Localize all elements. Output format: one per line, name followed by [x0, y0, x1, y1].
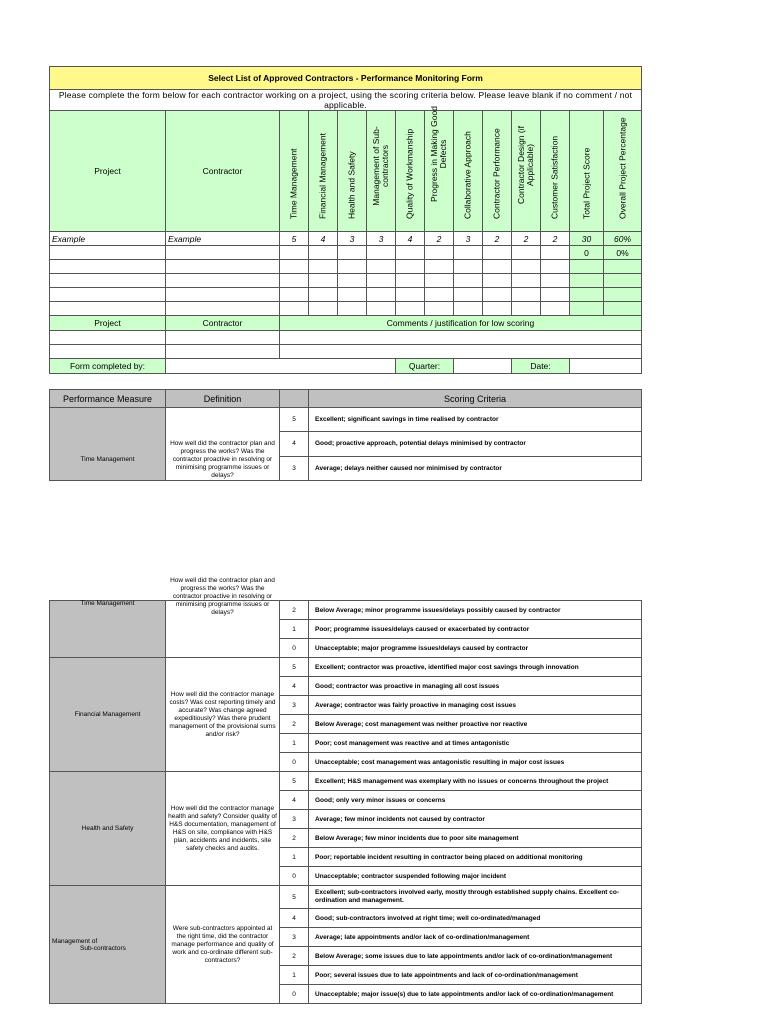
performance-monitoring-form — [49, 66, 642, 374]
entry-score[interactable] — [425, 246, 454, 260]
measure-health-safety: Health and Safety — [50, 772, 166, 886]
form-instructions: Please complete the form below for each contractor working on a project, using the scoring criteria below. Please leave blank if no comment / not applicable. — [50, 90, 642, 111]
score-value: 5 — [280, 658, 309, 677]
example-score-9[interactable]: 2 — [512, 232, 541, 246]
form-title: Select List of Approved Contractors - Performance Monitoring Form — [50, 67, 642, 90]
entry-contractor[interactable] — [166, 260, 280, 274]
example-score-10[interactable]: 2 — [541, 232, 570, 246]
entry-percent — [604, 288, 642, 302]
example-score-3[interactable]: 3 — [338, 232, 367, 246]
entry-score[interactable] — [309, 246, 338, 260]
score-value: 2 — [280, 829, 309, 848]
comments-header-project: Project — [50, 316, 166, 331]
entry-score[interactable] — [367, 274, 396, 288]
comment-contractor-cell[interactable] — [166, 331, 280, 345]
entry-score[interactable] — [280, 302, 309, 316]
entry-project[interactable] — [50, 260, 166, 274]
example-contractor[interactable]: Example — [166, 232, 280, 246]
entry-score[interactable] — [512, 302, 541, 316]
header-financial-management: Financial Management — [309, 111, 338, 232]
example-score-6[interactable]: 2 — [425, 232, 454, 246]
score-value: 4 — [280, 432, 309, 456]
entry-total: 0 — [570, 246, 604, 260]
example-score-7[interactable]: 3 — [454, 232, 483, 246]
comment-project-cell[interactable] — [50, 345, 166, 359]
score-value: 3 — [280, 696, 309, 715]
entry-score[interactable] — [396, 260, 425, 274]
criteria-section-bottom — [49, 577, 643, 1018]
scoring-criteria-table-continued — [49, 577, 642, 1004]
entry-percent — [604, 260, 642, 274]
example-percent: 60% — [604, 232, 642, 246]
score-value: 1 — [280, 734, 309, 753]
measure-time-management: Time Management — [50, 408, 166, 481]
entry-score[interactable] — [454, 246, 483, 260]
entry-score[interactable] — [367, 302, 396, 316]
example-score-2[interactable]: 4 — [309, 232, 338, 246]
example-total: 30 — [570, 232, 604, 246]
entry-score[interactable] — [309, 274, 338, 288]
example-score-4[interactable]: 3 — [367, 232, 396, 246]
criteria-text: Unacceptable; major programme issues/delays caused by contractor — [309, 639, 642, 658]
entry-score[interactable] — [483, 302, 512, 316]
example-score-8[interactable]: 2 — [483, 232, 512, 246]
comments-header: Comments / justification for low scoring — [280, 316, 642, 331]
entry-score[interactable] — [541, 274, 570, 288]
score-value: 0 — [280, 867, 309, 886]
header-contractor-design: Contractor Design (if Applicable) — [512, 111, 541, 232]
criteria-text: Poor; programme issues/delays caused or exacerbated by contractor — [309, 620, 642, 639]
entry-score[interactable] — [396, 302, 425, 316]
criteria-text: Poor; cost management was reactive and at times antagonistic — [309, 734, 642, 753]
entry-contractor[interactable] — [166, 288, 280, 302]
example-project[interactable]: Example — [50, 232, 166, 246]
completed-by-field[interactable] — [166, 359, 396, 374]
entry-percent: 0% — [604, 246, 642, 260]
measure-sub-contractors — [50, 886, 166, 1004]
measure-sub-contractors-line1: Management of — [52, 937, 98, 945]
entry-row — [50, 260, 642, 274]
criteria-text: Unacceptable; contractor suspended following major incident — [309, 867, 642, 886]
scoring-criteria-table — [49, 389, 642, 481]
score-value: 2 — [280, 947, 309, 966]
entry-score[interactable] — [338, 260, 367, 274]
entry-score[interactable] — [309, 288, 338, 302]
entry-score[interactable] — [425, 260, 454, 274]
score-value: 3 — [280, 456, 309, 480]
entry-score[interactable] — [541, 246, 570, 260]
score-value: 4 — [280, 677, 309, 696]
criteria-text: Poor; reportable incident resulting in contractor being placed on additional monitoring — [309, 848, 642, 867]
entry-score[interactable] — [396, 274, 425, 288]
entry-score[interactable] — [483, 260, 512, 274]
entry-project[interactable] — [50, 288, 166, 302]
entry-total — [570, 288, 604, 302]
entry-score[interactable] — [454, 302, 483, 316]
header-sub-contractors: Management of Sub-contractors — [367, 111, 396, 232]
entry-score[interactable] — [280, 260, 309, 274]
comments-header-contractor: Contractor — [166, 316, 280, 331]
entry-total — [570, 260, 604, 274]
comment-cell[interactable] — [280, 345, 642, 359]
criteria-text: Excellent; significant savings in time realised by contractor — [309, 408, 642, 432]
definition-time-management: How well did the contractor plan and progress the works? Was the contractor proactive in resolving or minimising programme issues or delays? — [166, 408, 280, 481]
criteria-text: Average; contractor was fairly proactive in managing cost issues — [309, 696, 642, 715]
header-total-score: Total Project Score — [570, 111, 604, 232]
example-score-5[interactable]: 4 — [396, 232, 425, 246]
score-value: 2 — [280, 601, 309, 620]
score-value: 0 — [280, 985, 309, 1004]
entry-score[interactable] — [367, 246, 396, 260]
date-label: Date: — [512, 359, 570, 374]
comment-contractor-cell[interactable] — [166, 345, 280, 359]
criteria-section-top — [49, 389, 643, 479]
entry-project[interactable] — [50, 274, 166, 288]
entry-percent — [604, 274, 642, 288]
header-contractor: Contractor — [166, 111, 280, 232]
criteria-text: Excellent; sub-contractors involved early, mostly through established supply chains. Excellent co-ordination and management. — [309, 886, 642, 909]
score-value: 5 — [280, 772, 309, 791]
entry-score[interactable] — [425, 302, 454, 316]
criteria-text: Below Average; minor programme issues/delays possibly caused by contractor — [309, 601, 642, 620]
header-overall-percentage: Overall Project Percentage — [604, 111, 642, 232]
measure-financial-management: Financial Management — [50, 658, 166, 772]
criteria-text: Excellent; H&S management was exemplary with no issues or concerns throughout the project — [309, 772, 642, 791]
entry-contractor[interactable] — [166, 274, 280, 288]
example-score-1[interactable]: 5 — [280, 232, 309, 246]
entry-score[interactable] — [541, 288, 570, 302]
entry-score[interactable] — [512, 274, 541, 288]
definition-sub-contractors: Were sub-contractors appointed at the right time, did the contractor manage performance and quality of work and co-ordinate different sub-contractors? — [166, 886, 280, 1004]
entry-score[interactable] — [483, 246, 512, 260]
criteria-text: Good; contractor was proactive in managing all cost issues — [309, 677, 642, 696]
score-value: 1 — [280, 966, 309, 985]
criteria-text: Below Average; cost management was neither proactive nor reactive — [309, 715, 642, 734]
criteria-text: Unacceptable; major issue(s) due to late appointments and/or lack of co-ordination/management — [309, 985, 642, 1004]
comment-cell[interactable] — [280, 331, 642, 345]
criteria-text: Below Average; some issues due to late appointments and/or lack of co-ordination/management — [309, 947, 642, 966]
entry-row — [50, 274, 642, 288]
example-row — [50, 232, 642, 246]
criteria-text: Excellent; contractor was proactive, identified major cost savings through innovation — [309, 658, 642, 677]
entry-score[interactable] — [309, 260, 338, 274]
score-value: 4 — [280, 909, 309, 928]
date-field[interactable] — [570, 359, 642, 374]
score-value: 0 — [280, 639, 309, 658]
entry-score[interactable] — [483, 274, 512, 288]
entry-percent — [604, 302, 642, 316]
header-collaborative: Collaborative Approach — [454, 111, 483, 232]
score-value: 1 — [280, 848, 309, 867]
entry-score[interactable] — [396, 246, 425, 260]
criteria-text: Good; sub-contractors involved at right time; well co-ordinated/managed — [309, 909, 642, 928]
header-contractor-performance: Contractor Performance — [483, 111, 512, 232]
entry-score[interactable] — [483, 288, 512, 302]
entry-project[interactable] — [50, 302, 166, 316]
quarter-field[interactable] — [454, 359, 512, 374]
criteria-text: Good; only very minor issues or concerns — [309, 791, 642, 810]
header-quality-workmanship: Quality of Workmanship — [396, 111, 425, 232]
entry-score[interactable] — [454, 260, 483, 274]
comment-project-cell[interactable] — [50, 331, 166, 345]
entry-score[interactable] — [338, 302, 367, 316]
definition-time-management-continued: How well did the contractor plan and progress the works? Was the contractor proactive in resolving or minimising programme issues or delays? — [166, 601, 280, 658]
criteria-text: Below Average; few minor incidents due to poor site management — [309, 829, 642, 848]
entry-score[interactable] — [280, 246, 309, 260]
entry-row — [50, 288, 642, 302]
criteria-text: Average; delays neither caused nor minimised by contractor — [309, 456, 642, 480]
definition-financial-management: How well did the contractor manage costs? Was cost reporting timely and accurate? Was change agreed expeditiously? Was there prudent management of the provisional sums and/or risk? — [166, 658, 280, 772]
entry-score[interactable] — [512, 246, 541, 260]
score-value: 5 — [280, 408, 309, 432]
header-score-blank — [280, 390, 309, 408]
criteria-text: Unacceptable; cost management was antagonistic resulting in major cost issues — [309, 753, 642, 772]
criteria-text: Average; few minor incidents not caused by contractor — [309, 810, 642, 829]
entry-contractor[interactable] — [166, 302, 280, 316]
entry-score[interactable] — [541, 260, 570, 274]
entry-score[interactable] — [512, 288, 541, 302]
entry-contractor[interactable] — [166, 246, 280, 260]
entry-score[interactable] — [396, 288, 425, 302]
header-performance-measure: Performance Measure — [50, 390, 166, 408]
entry-score[interactable] — [425, 274, 454, 288]
score-value: 4 — [280, 791, 309, 810]
entry-score[interactable] — [280, 274, 309, 288]
entry-project[interactable] — [50, 246, 166, 260]
header-time-management: Time Management — [280, 111, 309, 232]
criteria-text: Average; late appointments and/or lack of co-ordination/management — [309, 928, 642, 947]
quarter-label: Quarter: — [396, 359, 454, 374]
completed-by-label: Form completed by: — [50, 359, 166, 374]
entry-score[interactable] — [367, 260, 396, 274]
entry-score[interactable] — [425, 288, 454, 302]
header-health-safety: Health and Safety — [338, 111, 367, 232]
entry-score[interactable] — [541, 302, 570, 316]
entry-score[interactable] — [367, 288, 396, 302]
header-customer-satisfaction: Customer Satisfaction — [541, 111, 570, 232]
header-defects: Progress in Making Good Defects — [425, 111, 454, 232]
entry-score[interactable] — [280, 288, 309, 302]
entry-score[interactable] — [512, 260, 541, 274]
entry-total — [570, 274, 604, 288]
score-value: 1 — [280, 620, 309, 639]
measure-time-management-continued: Time Management — [50, 601, 166, 658]
entry-total — [570, 302, 604, 316]
entry-score[interactable] — [454, 274, 483, 288]
header-scoring-criteria: Scoring Criteria — [309, 390, 642, 408]
score-value: 5 — [280, 886, 309, 909]
entry-score[interactable] — [338, 288, 367, 302]
score-value: 3 — [280, 928, 309, 947]
score-value: 3 — [280, 810, 309, 829]
definition-health-safety: How well did the contractor manage health and safety? Consider quality of H&S documentation, management of H&S on site, compliance with H&S plan, accidents and incidents, site safety checks and audits. — [166, 772, 280, 886]
measure-sub-contractors-line2: Sub-contractors — [80, 944, 126, 952]
criteria-text: Poor; several issues due to late appointments and lack of co-ordination/management — [309, 966, 642, 985]
criteria-text: Good; proactive approach, potential delays minimised by contractor — [309, 432, 642, 456]
entry-score[interactable] — [309, 302, 338, 316]
header-definition: Definition — [166, 390, 280, 408]
entry-row — [50, 246, 642, 260]
score-value: 2 — [280, 715, 309, 734]
score-value: 0 — [280, 753, 309, 772]
entry-score[interactable] — [338, 274, 367, 288]
entry-row — [50, 302, 642, 316]
entry-score[interactable] — [454, 288, 483, 302]
header-project: Project — [50, 111, 166, 232]
entry-score[interactable] — [338, 246, 367, 260]
